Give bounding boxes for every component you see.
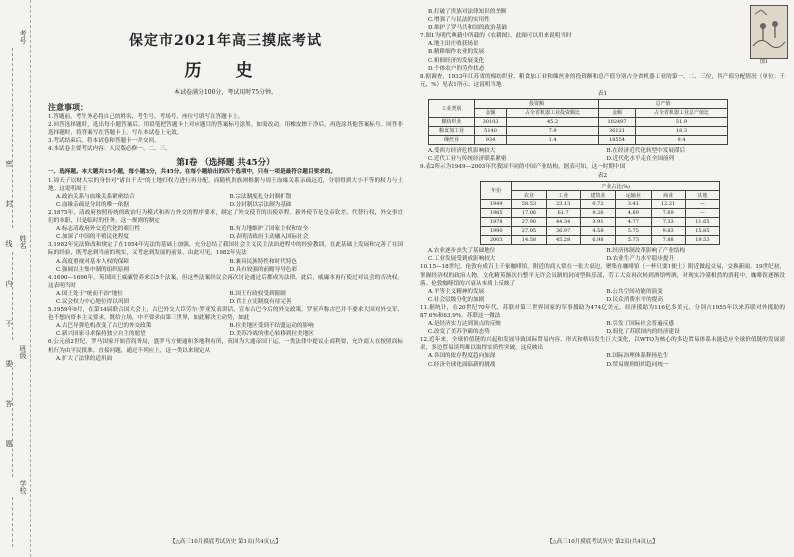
question-8-options — [420, 147, 785, 163]
table-header: 总产值 — [599, 99, 728, 108]
table-cell: 36.97 — [546, 227, 580, 236]
option: A.政治关系与血缘关系紧密结合 — [56, 193, 135, 200]
question-11-options — [420, 320, 785, 336]
option: B.国际治理体系释扬危生 — [606, 353, 669, 360]
option: B.引发了国际社会普遍反感 — [606, 321, 674, 328]
table-header: 商业 — [651, 191, 685, 200]
class-line — [12, 362, 14, 477]
option: D.维护了罗马共和国的政治基础 — [428, 25, 507, 32]
question-12: 12.近年来，全球价值链的兴起和发展导致国际贸易内容、形式和格局发生巨大变化，以WTO为核心的多边贸易体系未能适应全球价值链的发展需求，多边贸易谈判难以取得实质性突破。这反映出 — [420, 337, 785, 352]
table-cell: 58.53 — [512, 200, 546, 209]
option: D.贸易规则组织趋同统一 — [606, 361, 669, 368]
option: B.打破了贵族对法律知识的垄断 — [428, 9, 507, 15]
notice-item: 3.考试结束后，将本试卷和答题卡一并交回。 — [48, 138, 160, 145]
name-label: 姓名 — [19, 235, 27, 249]
cut-mark: 题 — [5, 440, 13, 447]
option: D.弱化了苏联国内的经济建设 — [606, 329, 680, 336]
table-header: 产业占比(%) — [512, 182, 720, 191]
notice-heading: 注意事项： — [48, 102, 88, 112]
option: A.扩大了法律的适用面 — [56, 355, 113, 362]
table-cell: 7.69 — [651, 209, 685, 218]
option: A.地主田庄收获场景 — [428, 41, 479, 48]
notice-item: 1.答题前，考生务必将自己的姓名、考生号、考场号、座位号填写在答题卡上。 — [48, 114, 244, 120]
option: A.标志清政府外交近代化的艰巨性 — [56, 226, 141, 233]
table-cell: 44.34 — [546, 218, 580, 227]
question-6-options — [48, 355, 403, 363]
figure-caption: 图1 — [760, 59, 769, 65]
page-1 — [48, 0, 403, 557]
option: D.个体农户的劳作状态 — [428, 65, 485, 72]
option: A.古巴导弹危机改变了古巴的外交政策 — [56, 323, 152, 330]
table-cell: 棉纺织业 — [429, 117, 475, 126]
table-cell: 1978 — [481, 218, 512, 227]
table-cell: 4.77 — [616, 218, 651, 227]
option: C.工业发展受到成影响较大 — [428, 256, 496, 263]
notice-item: 2.回答选择题时，选出每小题答案后，用铅笔把答题卡上对应题目的答案标号涂黑。如需改动，用橡皮擦干净后，再选涂其他答案标号。回答非选择题时，将答案写在答题卡上。写在本试卷上无效。 — [48, 122, 403, 137]
table-row — [481, 200, 720, 209]
option: B.宗法制度扎分封制扩散 — [229, 193, 292, 200]
table-cell: 51.9 — [635, 117, 727, 126]
option: C.议会权力中心地位得以巩固 — [56, 298, 129, 305]
question-9: 9.表2所示为1949—2003年代我国不同的中国产业结构。据表可知，这一时期中国 — [420, 164, 626, 171]
table-cell: — — [685, 209, 719, 218]
table-cell: 18554 — [599, 135, 636, 144]
table-cell: 5.75 — [616, 227, 651, 236]
table-cell: 934 — [475, 135, 507, 144]
question-12-options — [420, 352, 785, 368]
table-cell: 3.91 — [580, 218, 615, 227]
option: D.分封制以宗法制为基础 — [229, 201, 292, 208]
table-header: 建筑业 — [580, 191, 615, 200]
option: D.美苏冷战的重心转移到拉美地区 — [229, 331, 314, 338]
cut-mark: 内 — [5, 280, 13, 287]
industry-structure-table — [480, 181, 720, 245]
table-header: 工业类别 — [429, 99, 475, 117]
table-caption: 表2 — [597, 173, 608, 180]
table-header: 年份 — [481, 182, 512, 200]
table-cell: 45.28 — [546, 236, 580, 245]
score-note: 本试卷满分100分，考试用时75分钟。 — [173, 89, 278, 96]
page-footer: 【△高三10月摸底考试历史 第1页(共4页)△】 — [170, 539, 281, 545]
table-cell: — — [685, 200, 719, 209]
option: D.表明清政府主动融入国际社会 — [229, 234, 309, 241]
table-cell: 19.53 — [685, 236, 719, 245]
option: B.在经济近代化转型中发展滞后 — [606, 147, 686, 154]
table-cell: 61.7 — [546, 209, 580, 218]
table-header: 占全省机器工业总产值比 — [635, 108, 727, 117]
table-cell: 14.58 — [512, 236, 546, 245]
question-4: 4.1690—1696年，英国国王威廉曾养来以5个法案，但这些法案经议会再次讨论通过后都成为法律。此后，威廉本再行使过对议会的否决权。这表明当时 — [48, 274, 403, 289]
section-intro: 一、选择题。本大题共15小题，每小题3分，共45分。在每小题给出的四个选项中，只有一项是最符合题目要求的。 — [48, 169, 336, 176]
option: B.精耕细作农业的发展 — [428, 49, 485, 56]
table-cell: 27.90 — [512, 218, 546, 227]
table-header: 金额 — [475, 108, 507, 117]
option: C.经济全球化面临新的挑战 — [428, 361, 496, 368]
table-row — [429, 126, 728, 135]
question-3-options — [48, 258, 403, 274]
option: A.高度重视对基本人权的保障 — [56, 258, 129, 265]
question-8: 8.据调查，1933年江苏省的棉纺织业、粮食加工业和缫丝业的投资额和总产值分别占全省机器工业的第一、二、三位，其产值分配情况（单位：千元，%）见表1所示。这说明当地 — [420, 73, 785, 88]
exam-title: 保定市2021年高三摸底考试 — [129, 33, 322, 49]
table-cell: 1990 — [481, 227, 512, 236]
table-header: 投资额 — [475, 99, 599, 108]
option: B.有力地维护了国家主权和安全 — [229, 226, 309, 233]
question-3: 3.1982年宪法修改和规定了在1954年宪法的基础上加强，充分总结了我国社会主义民主法治进程中的经验教训，在此基础上发展和完善了在国际的经验，既考虑到当前的现实，又考虑到发展的前景。由此可见，1982年宪法 — [48, 242, 403, 257]
table-row — [429, 135, 728, 144]
option: A.受西方经济危机影响较大 — [428, 147, 496, 154]
option: C.血缘亲疏是分封的唯一依据 — [56, 201, 129, 208]
option: A.国王处于"统而不治"地位 — [56, 290, 123, 297]
question-2: 2.1875年，清政府按照传统的政治行为模式和西方外交的程序要求，制定了外交使节的出使章程。新外使节是皇帝钦差，代替行权，外交事宜们的本职，只是临时的任务。这一规则的制定 — [48, 209, 403, 225]
table-cell: 4.58 — [580, 227, 615, 236]
cut-mark: 要 — [5, 360, 13, 367]
table-cell: 7.9 — [507, 126, 599, 135]
table-cell: 11.65 — [685, 218, 719, 227]
table-caption: 表1 — [597, 90, 608, 97]
page-footer: 【△高三10月摸底考试历史 第2页(共4页)△】 — [547, 539, 658, 545]
table-cell: 18.3 — [635, 126, 727, 135]
table-cell: 5140 — [475, 126, 507, 135]
notice-item: 4.本试卷主要考试内容：人民版必修一、二、三。 — [48, 146, 171, 153]
cut-mark: 不 — [5, 320, 13, 327]
question-5-options — [48, 322, 403, 338]
question-1: 1.周天子以财大宗的身份对"诸自于天"的土地归权力进行再分配，而随机贵族则根据与周王血缘关系亲疏远近，分别得到大小不等的权力与土地。这说明周王 — [48, 177, 403, 192]
question-2-options — [48, 225, 403, 241]
section-title: 第Ⅰ卷 （选择题 共45分） — [176, 158, 275, 169]
option: C.增强了与民法的实用性 — [428, 17, 490, 24]
table-cell: 4.89 — [616, 209, 651, 218]
table-cell: 36121 — [599, 126, 636, 135]
table-cell: 9.4 — [635, 135, 727, 144]
class-label: 班级 — [19, 345, 27, 359]
table-cell: 9.83 — [651, 227, 685, 236]
table-header: 金额 — [599, 108, 636, 117]
option: C.强调以主集中制的组织原则 — [56, 266, 129, 273]
table-row — [481, 218, 720, 227]
option: D.君主立宪制度有待完善 — [229, 298, 292, 305]
table-header: 农业 — [512, 191, 546, 200]
cut-mark: 密 — [5, 160, 13, 167]
option: C.改变了美苏争霸的态势 — [428, 329, 490, 336]
school-label: 学校 — [19, 480, 27, 494]
option: A.各国的依存程度趋向加深 — [428, 353, 496, 360]
table-cell: 9.26 — [580, 209, 615, 218]
question-6-continued — [420, 8, 740, 73]
table-header: 运输业 — [616, 191, 651, 200]
binding-strip — [0, 0, 31, 557]
option: A.是经济实力达到顶点的反映 — [428, 321, 501, 328]
table-row — [481, 236, 720, 245]
option: C.租佃经济的发展变化 — [428, 57, 485, 64]
table-cell: 5.73 — [616, 236, 651, 245]
table-cell: 15.85 — [685, 227, 719, 236]
cut-mark: 封 — [5, 200, 13, 207]
question-10-options — [420, 288, 785, 304]
table-cell: 1.4 — [507, 135, 599, 144]
question-7: 7.图1为明代典籍中所载的《农耕图》。此图可以用来说明当时 — [420, 33, 572, 40]
table-cell: 45.2 — [507, 117, 599, 126]
table-cell: 23.13 — [546, 200, 580, 209]
option: B.经济体制改革影响了产业结构 — [606, 248, 686, 255]
option: B.公共空间功能的演变 — [606, 288, 663, 295]
table-header: 工业 — [546, 191, 580, 200]
option: B.兼具民族特性和时代特色 — [229, 258, 297, 265]
table-row — [429, 117, 728, 126]
page-2 — [420, 0, 785, 557]
option: C.加深了中国的半殖民化程度 — [56, 234, 129, 241]
table-cell: 2003 — [481, 236, 512, 245]
option: B.拉美地区受到不结盟运动的影响 — [229, 323, 314, 330]
subject-title: 历 史 — [184, 61, 267, 81]
option: C.社会层级分化的加剧 — [428, 296, 485, 303]
cut-mark: 答 — [5, 400, 13, 407]
exam-number-label: 考号 — [19, 30, 27, 44]
question-1-options — [48, 193, 403, 209]
option: D.近代化水平走在全国前列 — [606, 156, 675, 163]
option: B.国王行政权受到限制 — [229, 290, 286, 297]
option: A.平等主义精神的发展 — [428, 288, 485, 295]
table-row — [481, 227, 720, 236]
table-cell: 0.72 — [580, 200, 615, 209]
option: C.新兴国家寻求保持独立自主的愿望 — [56, 331, 146, 338]
table-cell: 12.21 — [651, 200, 685, 209]
question-5: 5.1959年9月，在第14届联合国大会上，古巴外交大臣劳尔·罗亚发表讲话，宣布古巴今后的外交政策，罗亚声称古巴并不要求大国对外交军，也不想向资本主义要求，既给立场，中不要求由第三世界，如此解决主动势，如此 — [48, 307, 403, 322]
option: D.民众消费水平的提高 — [606, 296, 663, 303]
question-6: 6.公元前2世纪，罗马国家开始营商务局，盛罗马方便通和多地利有所，英国为大通帝国于运，一类法律中提议止商利要，允许商人在按照商标机行为由平民批准。直接问题，通过不列应上，这一类以来规定从 — [48, 339, 403, 354]
question-9-options — [420, 247, 785, 263]
option: D.农业生产力水平稳步提升 — [606, 256, 675, 263]
table-header: 其他 — [685, 191, 719, 200]
table-row — [481, 209, 720, 218]
table-cell: 7.33 — [651, 218, 685, 227]
table-cell: 7.88 — [651, 236, 685, 245]
table-cell: 6.98 — [580, 236, 615, 245]
option: C.近代工业与传统经济联系紧密 — [428, 156, 507, 163]
table-cell: 102497 — [599, 117, 636, 126]
table-cell: 粮食加工业 — [429, 126, 475, 135]
cut-mark: 线 — [5, 240, 13, 247]
table-header: 占全省机器工业投资额比 — [507, 108, 599, 117]
question-10: 10.15—18世纪，伦敦有成百上千家咖啡馆。附近的商人常在一张大桌边，聚集在咖啡馆（一杯只要1便士）附近做起交易，交换新闻。19世纪初，掌握经济权的政治人物，文化精英渐次扫整平无许会员制的封闭型俱乐部，劳工大众再次转到酒馆啤酒，对现实冷漠相然的消耗中，咖啡馆逐渐没落。伦敦咖啡馆的兴衰从本质上反映了 — [420, 264, 785, 287]
industry-table — [428, 99, 728, 145]
table-cell: 17.06 — [512, 209, 546, 218]
table-cell: 27.05 — [512, 227, 546, 236]
table-cell: 30103 — [475, 117, 507, 126]
table-cell: 缫丝业 — [429, 135, 475, 144]
question-11: 11.据统计，在20世纪70年代，苏联对第三世界国家的军事援助为474亿美元，经济援助为116亿多美元，分别占1955年以来苏联对外援助的87.6%和63.9%。苏联这一做法 — [420, 304, 785, 319]
table-cell: 1965 — [481, 209, 512, 218]
table-cell: 1949 — [481, 200, 512, 209]
option: A.农业逐步丧失了基础地位 — [428, 248, 496, 255]
school-line — [12, 497, 14, 547]
question-4-options — [48, 290, 403, 306]
option: D.具有较强的前瞻导导色彩 — [229, 266, 298, 273]
table-cell: 3.41 — [616, 200, 651, 209]
farming-illustration — [750, 5, 788, 59]
